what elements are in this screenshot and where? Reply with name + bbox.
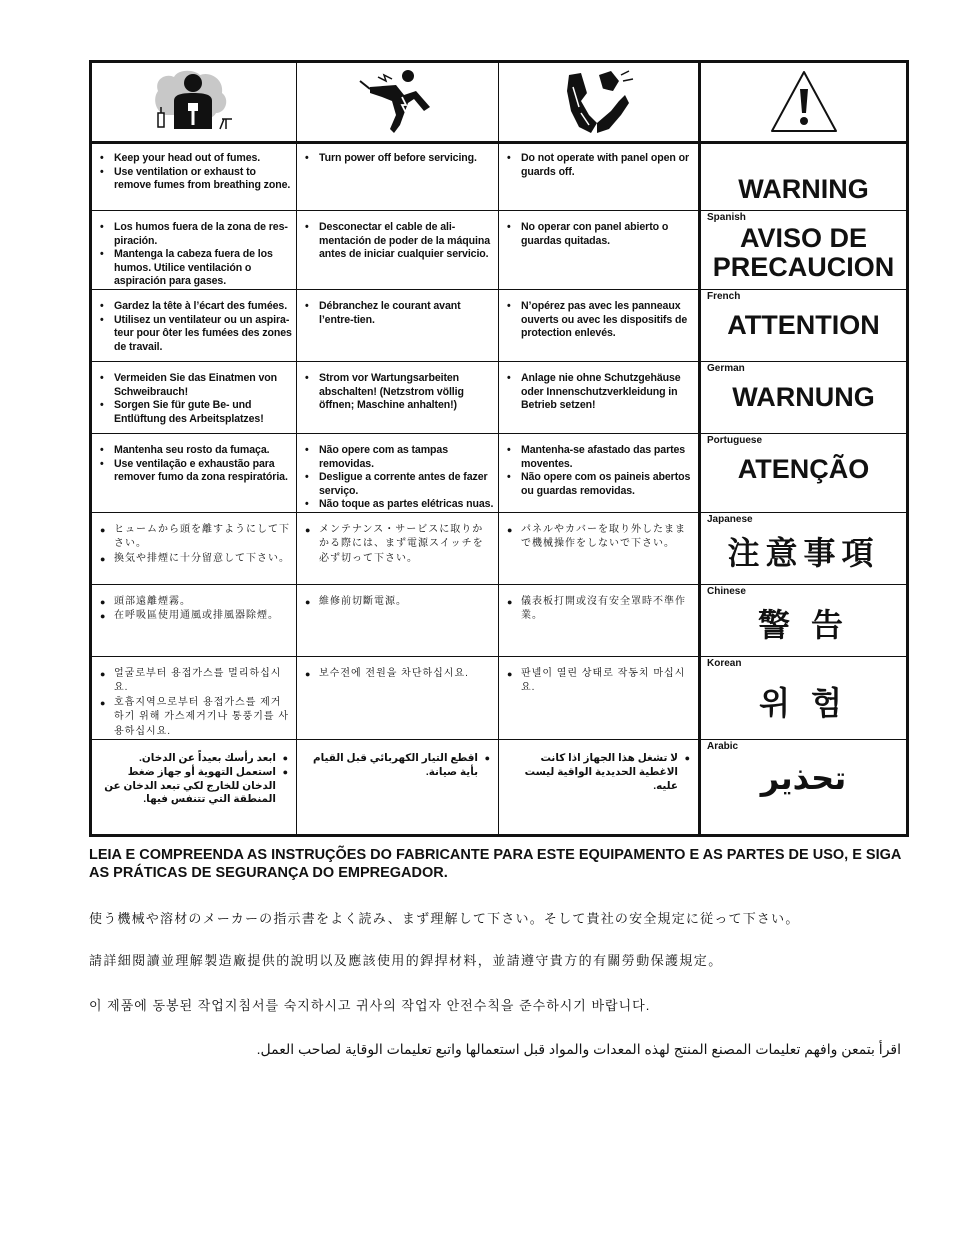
- shock-instruction-list: [297, 211, 498, 262]
- instruction-item: • Strom vor Wartungsarbeiten abschalten! (Netzstrom völlig öffnen; Maschine anhalten!): [305, 372, 494, 413]
- fumes-instruction-list: [92, 740, 296, 806]
- signal-word-cell: [700, 584, 908, 656]
- instruction-item: • Los humos fuera de la zona de res-piración.: [100, 221, 292, 248]
- instruction-item: ● 頭部遠離煙霧。: [100, 595, 292, 610]
- electric-shock-cell: [297, 62, 499, 143]
- shock-instruction-cell: [297, 512, 499, 584]
- signal-word-cell: [700, 211, 908, 290]
- footer-korean: 이 제품에 동봉된 작업지침서를 숙지하시고 귀사의 작업자 안전수칙을 준수하시기 바랍니다.: [89, 998, 651, 1013]
- footer-arabic: اقرأ بتمعن وافهم تعليمات المصنع المنتج لهذه المعدات والمواد قبل استعمالها واتبع تعليمات الوقاية لصاحب العمل.: [256, 1041, 901, 1057]
- instruction-item: ● 維修前切斷電源。: [305, 595, 494, 610]
- footer-japanese: 使う機械や溶材のメーカーの指示書をよく読み、まず理解して下さい。そして貴社の安全規定に従って下さい。: [89, 911, 800, 926]
- shock-instruction-cell: [297, 361, 499, 433]
- fume-hazard-icon: [148, 67, 240, 137]
- fumes-instruction-list: [92, 144, 296, 193]
- warning-row: [91, 433, 908, 512]
- parts-instruction-list: [499, 585, 698, 624]
- language-label: Portuguese: [707, 434, 763, 446]
- signal-word-cell: [700, 656, 908, 740]
- moving-parts-cell: [499, 62, 700, 143]
- instruction-item: ● メンテナンス・サービスに取りかかる際には、まず電源スイッチを必ず切って下さい。: [305, 523, 494, 567]
- instruction-item: • N’opérez pas avec les panneaux ouverts ou avec les dispositifs de protection enlevés.: [507, 300, 694, 341]
- parts-instruction-cell: [499, 433, 700, 512]
- signal-word: WARNUNG: [732, 381, 875, 412]
- footer-portuguese: LEIA E COMPREENDA AS INSTRUÇÕES DO FABRICANTE PARA ESTE EQUIPAMENTO E AS PARTES DE USO, E SIGA AS PRÁTICAS DE SEGURANÇA DO EMPREGADOR.: [89, 847, 901, 881]
- instruction-item: ● 호흡지역으로부터 용접가스를 제거하기 위해 가스제거기나 통풍기를 사용하십시요.: [100, 696, 292, 740]
- instruction-item: ● استعمل التهوية أو جهاز ضغط الدخان للخارج لكي تبعد الدخان عن المنطقة التي تتنفس فيها.: [96, 766, 288, 807]
- electric-shock-icon: [358, 67, 438, 137]
- multilingual-warning-table: [89, 60, 909, 837]
- fumes-instruction-list: [92, 211, 296, 289]
- fumes-instruction-list: [92, 657, 296, 740]
- signal-word-cell: [700, 433, 908, 512]
- shock-instruction-list: [297, 585, 498, 610]
- language-label: French: [707, 290, 741, 302]
- instruction-item: • Utilisez un ventilateur ou un aspira-teur pour ôter les fumées des zones de travail.: [100, 314, 292, 355]
- fumes-instruction-cell: [91, 512, 297, 584]
- parts-instruction-list: [499, 290, 698, 341]
- footer-chinese: 請詳細閱讀並理解製造廠提供的說明以及應該使用的銲捍材料，並請遵守貴方的有關勞動保護規定。: [89, 953, 723, 968]
- parts-instruction-list: [499, 513, 698, 552]
- signal-word: 警 告: [758, 606, 849, 643]
- shock-instruction-cell: [297, 740, 499, 836]
- instruction-item: ● パネルやカバーを取り外したままで機械操作をしないで下さい。: [507, 523, 694, 552]
- signal-word: AVISO DE PRECAUCION: [712, 223, 895, 282]
- shock-instruction-cell: [297, 211, 499, 290]
- parts-instruction-cell: [499, 143, 700, 211]
- instruction-item: ● ヒュームから頭を離すようにして下さい。: [100, 523, 292, 552]
- signal-word: 위 험: [759, 684, 848, 721]
- signal-word: تحذير: [760, 760, 847, 797]
- instruction-item: • Desligue a corrente antes de fazer serviço.: [305, 471, 494, 498]
- parts-instruction-cell: [499, 740, 700, 836]
- signal-word: WARNING: [738, 174, 869, 204]
- fumes-instruction-cell: [91, 211, 297, 290]
- shock-instruction-cell: [297, 289, 499, 361]
- language-label: Korean: [707, 657, 742, 669]
- instruction-item: • Mantenga la cabeza fuera de los humos. Utilice ventilación o aspiración para gases.: [100, 248, 292, 289]
- fumes-instruction-cell: [91, 740, 297, 836]
- parts-instruction-cell: [499, 289, 700, 361]
- language-label: Spanish: [707, 212, 746, 223]
- signal-word: ATTENTION: [727, 309, 880, 340]
- shock-instruction-list: [297, 740, 498, 779]
- instruction-item: • Mantenha seu rosto da fumaça.: [100, 444, 292, 458]
- signal-word-cell: [700, 289, 908, 361]
- fumes-instruction-list: [92, 585, 296, 624]
- parts-instruction-list: [499, 144, 698, 179]
- language-label: German: [707, 362, 745, 374]
- parts-instruction-list: [499, 211, 698, 248]
- shock-instruction-list: [297, 290, 498, 327]
- instruction-item: ● اقطع التيار الكهربائي قبل القيام بأية صيانة.: [301, 752, 490, 779]
- fumes-instruction-cell: [91, 361, 297, 433]
- instruction-item: ● لا تشغل هذا الجهاز اذا كانت الاغطية الحديدية الواقية ليست عليه.: [503, 752, 690, 793]
- shock-instruction-cell: [297, 656, 499, 740]
- shock-instruction-list: [297, 657, 498, 682]
- instruction-item: • Não opere com as tampas removidas.: [305, 444, 494, 471]
- instruction-item: ● 얼굴로부터 용접가스를 멀리하십시요.: [100, 667, 292, 696]
- parts-instruction-cell: [499, 361, 700, 433]
- signal-word: ATENÇÃO: [737, 453, 870, 484]
- warning-row: [91, 211, 908, 290]
- instruction-item: • Não opere com os paineis abertos ou guardas removidas.: [507, 471, 694, 498]
- instruction-item: • Desconectar el cable de ali-mentación de poder de la máquina antes de iniciar cualquier servicio.: [305, 221, 494, 262]
- instruction-item: • Sorgen Sie für gute Be- und Entlüftung des Arbeitsplatzes!: [100, 399, 292, 426]
- warning-row: [91, 289, 908, 361]
- icon-row: [91, 62, 908, 143]
- shock-instruction-list: [297, 362, 498, 413]
- warning-row: [91, 512, 908, 584]
- fumes-instruction-cell: [91, 143, 297, 211]
- warning-row: [91, 361, 908, 433]
- warning-row: [91, 740, 908, 836]
- instruction-item: • Débranchez le courant avant l’entre-tien.: [305, 300, 494, 327]
- instruction-item: • Mantenha-se afastado das partes moventes.: [507, 444, 694, 471]
- language-label: [701, 144, 906, 157]
- moving-parts-icon: [559, 67, 639, 137]
- signal-word-cell: [700, 361, 908, 433]
- instruction-item: • Do not operate with panel open or guards off.: [507, 152, 694, 179]
- shock-instruction-list: [297, 144, 498, 166]
- parts-instruction-list: [499, 434, 698, 498]
- fumes-instruction-list: [92, 434, 296, 485]
- shock-instruction-list: [297, 434, 498, 512]
- signal-word: 注意事項: [727, 534, 880, 571]
- instruction-item: • Não toque as partes elétricas nuas.: [305, 498, 494, 512]
- warning-row: [91, 584, 908, 656]
- caution-triangle-cell: [700, 62, 908, 143]
- shock-instruction-cell: [297, 433, 499, 512]
- instruction-item: ● 換気や排煙に十分留意して下さい。: [100, 552, 292, 567]
- shock-instruction-list: [297, 513, 498, 567]
- fumes-instruction-list: [92, 513, 296, 567]
- fumes-instruction-cell: [91, 584, 297, 656]
- caution-triangle-icon: [769, 69, 839, 135]
- instruction-item: ● 在呼吸區使用通風或排風器除煙。: [100, 609, 292, 624]
- warning-row: [91, 656, 908, 740]
- instruction-item: • Vermeiden Sie das Einatmen von Schweibrauch!: [100, 372, 292, 399]
- fumes-instruction-cell: [91, 289, 297, 361]
- instruction-item: • No operar con panel abierto o guardas quitadas.: [507, 221, 694, 248]
- warning-row: [91, 143, 908, 211]
- shock-instruction-cell: [297, 143, 499, 211]
- parts-instruction-cell: [499, 656, 700, 740]
- shock-instruction-cell: [297, 584, 499, 656]
- parts-instruction-list: [499, 362, 698, 413]
- instruction-item: • Turn power off before servicing.: [305, 152, 494, 166]
- parts-instruction-list: [499, 657, 698, 696]
- parts-instruction-cell: [499, 584, 700, 656]
- language-label: Arabic: [707, 741, 739, 753]
- parts-instruction-cell: [499, 211, 700, 290]
- signal-word-cell: [700, 512, 908, 584]
- signal-word-cell: [700, 740, 908, 836]
- instruction-item: ● ابعد رأسك بعيداً عن الدخان.: [96, 752, 288, 766]
- instruction-item: • Keep your head out of fumes.: [100, 152, 292, 166]
- fumes-instruction-list: [92, 290, 296, 354]
- fume-hazard-cell: [91, 62, 297, 143]
- instruction-item: ● 儀表板打開或沒有安全罩時不準作業。: [507, 595, 694, 624]
- language-label: Japanese: [707, 513, 753, 525]
- instruction-item: • Use ventilação e exhaustão para remover fumo da zona respiratória.: [100, 458, 292, 485]
- instruction-item: • Gardez la tête à l’écart des fumées.: [100, 300, 292, 314]
- parts-instruction-list: [499, 740, 698, 793]
- instruction-item: ● 보수전에 전원을 차단하십시요.: [305, 667, 494, 682]
- instruction-item: ● 판넬이 열린 상태로 작동치 마십시요.: [507, 667, 694, 696]
- parts-instruction-cell: [499, 512, 700, 584]
- instruction-item: • Anlage nie ohne Schutzgehäuse oder Innenschutzverkleidung in Betrieb setzen!: [507, 372, 694, 413]
- fumes-instruction-cell: [91, 433, 297, 512]
- language-label: Chinese: [707, 585, 746, 597]
- instruction-item: • Use ventilation or exhaust to remove fumes from breathing zone.: [100, 166, 292, 193]
- fumes-instruction-cell: [91, 656, 297, 740]
- signal-word-cell: [700, 143, 908, 211]
- fumes-instruction-list: [92, 362, 296, 426]
